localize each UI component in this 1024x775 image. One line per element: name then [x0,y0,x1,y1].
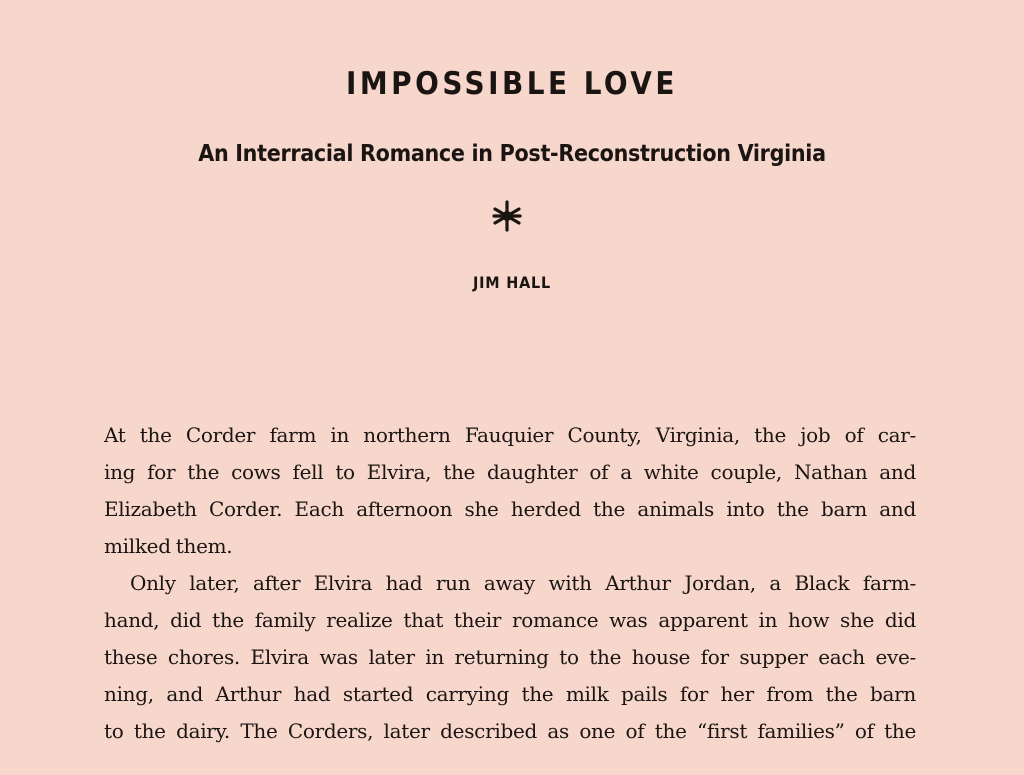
body-line: to the dairy. The Corders, later described as one of the “first families” of the [104,719,916,743]
body-line: At the Corder farm in northern Fauquier County, Virginia, the job of car- [104,423,916,447]
body-line: hand, did the family realize that their romance was apparent in how she did [104,608,916,632]
article-body [104,417,916,750]
body-line: milked them. [104,534,233,558]
asterisk-star-icon [490,199,524,233]
body-line: ning, and Arthur had started carrying the milk pails for her from the barn [104,682,916,706]
body-line: ing for the cows fell to Elvira, the daughter of a white couple, Nathan and [104,460,916,484]
body-line: these chores. Elvira was later in returning to the house for supper each eve- [104,645,916,669]
article-subtitle: An Interracial Romance in Post-Reconstruction Virginia [198,141,826,167]
author-byline: JIM HALL [473,273,551,292]
body-line: Elizabeth Corder. Each afternoon she herded the animals into the barn and [104,497,916,521]
body-line: Only later, after Elvira had run away with Arthur Jordan, a Black farm- [130,571,916,595]
article-title: IMPOSSIBLE LOVE [346,66,678,102]
